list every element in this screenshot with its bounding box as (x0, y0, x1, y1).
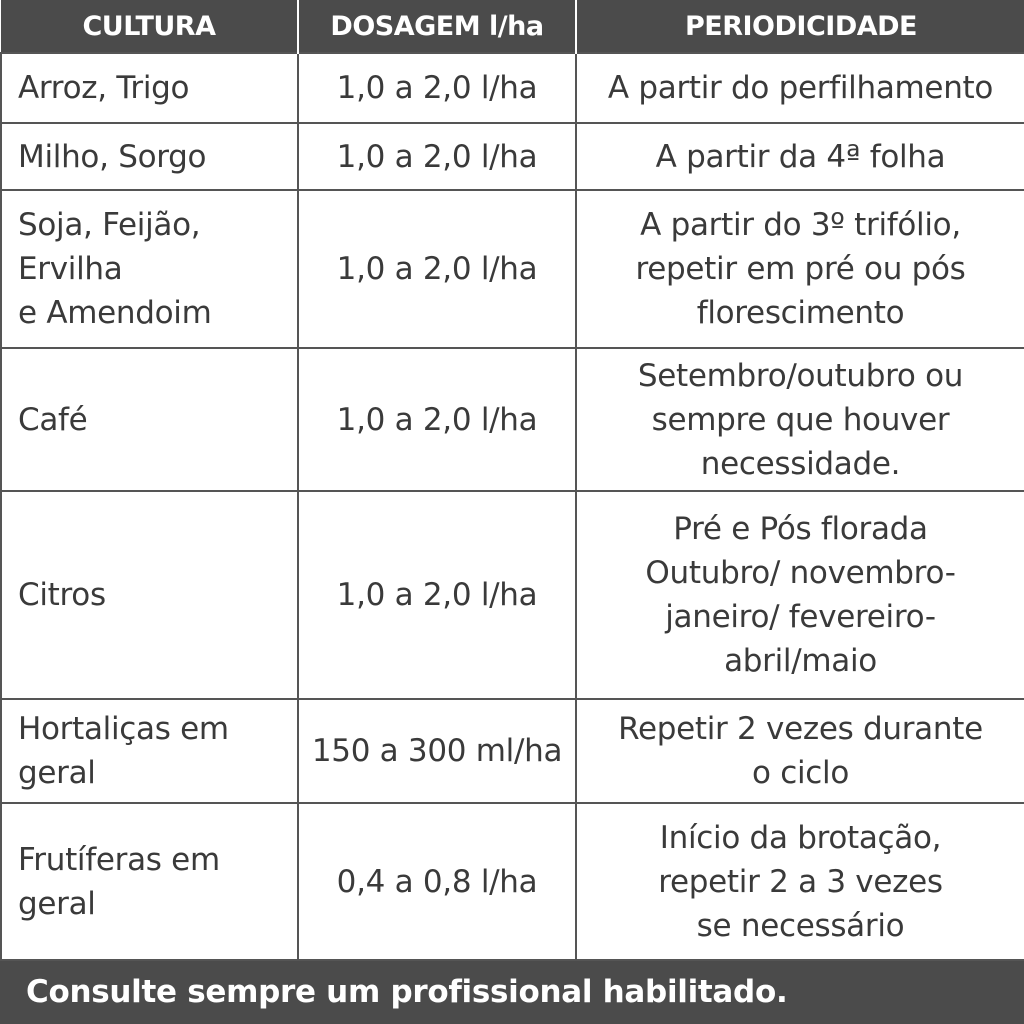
period-cell: Início da brotação, repetir 2 a 3 vezes se necessário (576, 803, 1024, 960)
culture-cell: Hortaliças em geral (1, 699, 298, 803)
dosage-cell: 1,0 a 2,0 l/ha (298, 491, 576, 699)
table-row (1, 803, 1024, 960)
period-cell: Setembro/outubro ou sempre que houver necessidade. (576, 348, 1024, 491)
culture-cell: Frutíferas em geral (1, 803, 298, 960)
period-cell: Pré e Pós florada Outubro/ novembro- janeiro/ fevereiro- abril/maio (576, 491, 1024, 699)
period-cell: A partir do 3º trifólio, repetir em pré ou pós florescimento (576, 190, 1024, 348)
culture-cell: Soja, Feijão, Ervilha e Amendoim (1, 190, 298, 348)
culture-cell: Milho, Sorgo (1, 123, 298, 190)
table-row (1, 53, 1024, 123)
dosage-cell: 1,0 a 2,0 l/ha (298, 190, 576, 348)
period-cell: A partir do perfilhamento (576, 53, 1024, 123)
dosage-cell: 1,0 a 2,0 l/ha (298, 123, 576, 190)
culture-cell: Citros (1, 491, 298, 699)
footer-notice: Consulte sempre um profissional habilitado. (0, 961, 1024, 1024)
culture-cell: Café (1, 348, 298, 491)
column-header-culture: CULTURA (1, 0, 298, 53)
table-row (1, 190, 1024, 348)
period-cell: A partir da 4ª folha (576, 123, 1024, 190)
table-row (1, 123, 1024, 190)
dosage-cell: 1,0 a 2,0 l/ha (298, 348, 576, 491)
table-row (1, 699, 1024, 803)
table-header-row (1, 0, 1024, 53)
column-header-period: PERIODICIDADE (576, 0, 1024, 53)
table-row (1, 348, 1024, 491)
dosage-cell: 150 a 300 ml/ha (298, 699, 576, 803)
culture-cell: Arroz, Trigo (1, 53, 298, 123)
dosage-cell: 1,0 a 2,0 l/ha (298, 53, 576, 123)
table-row (1, 491, 1024, 699)
period-cell: Repetir 2 vezes durante o ciclo (576, 699, 1024, 803)
column-header-dosage: DOSAGEM l/ha (298, 0, 576, 53)
dosage-cell: 0,4 a 0,8 l/ha (298, 803, 576, 960)
